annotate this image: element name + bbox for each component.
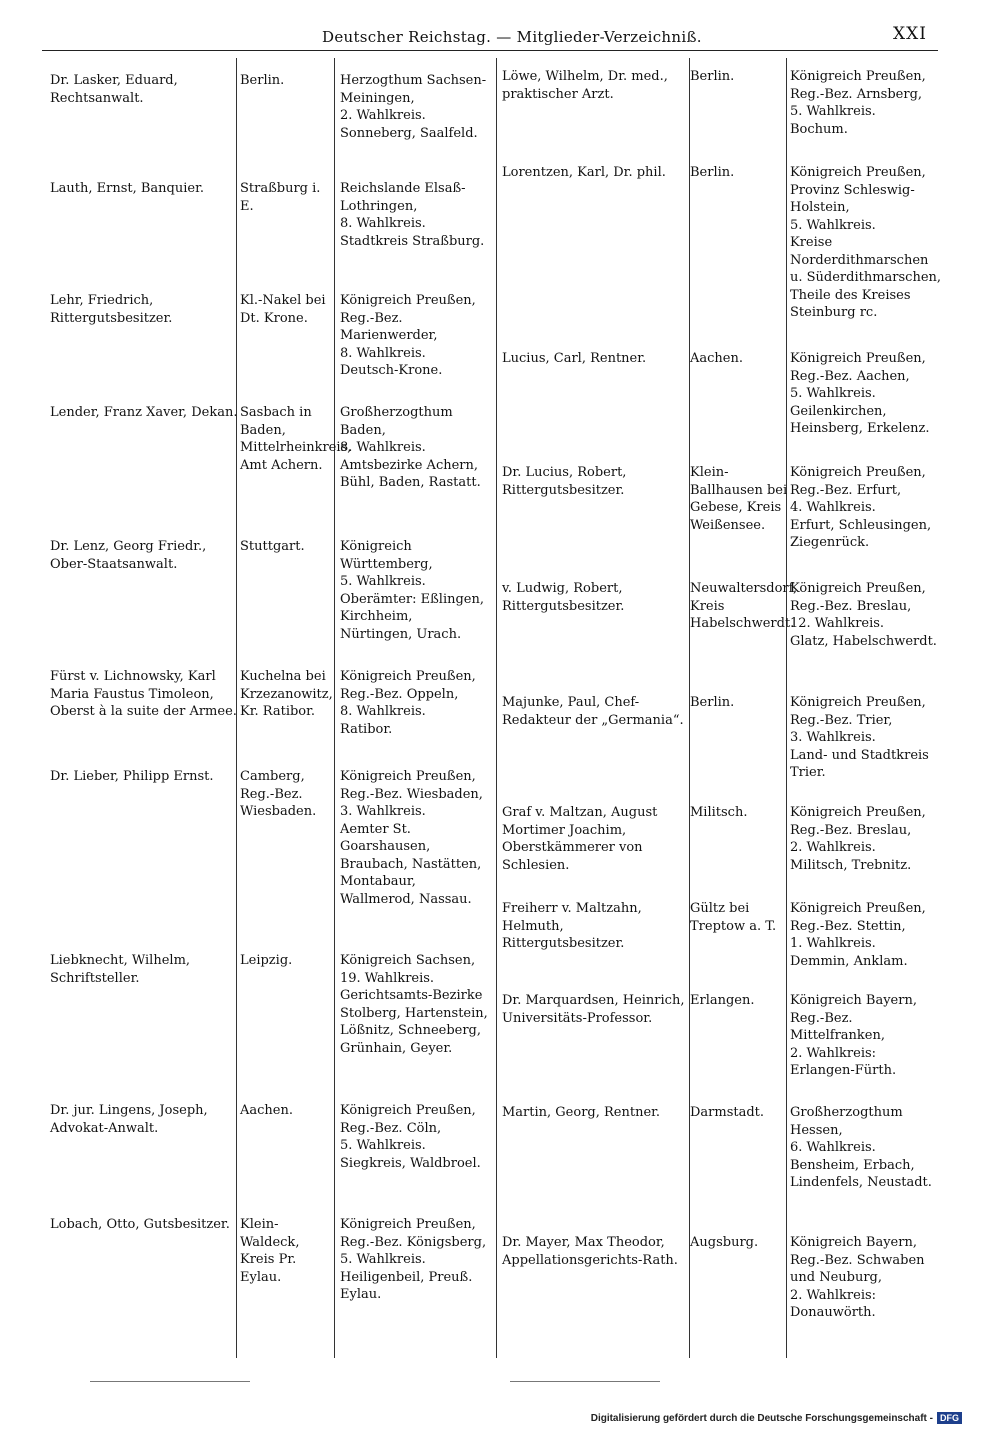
member-name: Lehr, Friedrich, Rittergutsbesitzer. — [50, 293, 173, 326]
member-constituency: Königreich Preußen, Provinz Schleswig-Holstein, 5. Wahlkreis. Kreise Norderdithmarschen u. Süderdithmarschen, Theile des Kreises Steinburg rc. — [790, 165, 942, 320]
member-constituency: Königreich Sachsen, 19. Wahlkreis. Gerichtsamts-Bezirke Stolberg, Hartenstein, Lößnitz, Schneeberg, Grünhain, Geyer. — [340, 953, 488, 1056]
member-column-right — [500, 62, 946, 1352]
member-constituency: Herzogthum Sachsen-Meiningen, 2. Wahlkreis. Sonneberg, Saalfeld. — [340, 73, 487, 141]
member-constituency: Königreich Württemberg, 5. Wahlkreis. Oberämter: Eßlingen, Kirchheim, Nürtingen, Urach. — [340, 539, 484, 642]
member-residence: Camberg, Reg.-Bez. Wiesbaden. — [240, 769, 317, 819]
member-residence: Gültz bei Treptow a. T. — [690, 901, 777, 934]
member-residence: Darmstadt. — [690, 1105, 765, 1120]
header-rule — [42, 50, 938, 51]
dfg-logo: DFG — [937, 1412, 962, 1424]
member-name: Dr. jur. Lingens, Joseph, Advokat-Anwalt. — [50, 1103, 208, 1136]
member-residence: Kuchelna bei Krzezanowitz, Kr. Ratibor. — [240, 669, 333, 719]
member-name: Freiherr v. Maltzahn, Helmuth, Rittergutsbesitzer. — [502, 901, 642, 951]
member-constituency: Königreich Preußen, Reg.-Bez. Wiesbaden, 3. Wahlkreis. Aemter St. Goarshausen, Braubach, Nastätten, Montabaur, Wallmerod, Nassau. — [340, 769, 483, 907]
member-residence: Berlin. — [240, 73, 285, 88]
member-constituency: Königreich Preußen, Reg.-Bez. Stettin, 1. Wahlkreis. Demmin, Anklam. — [790, 901, 926, 969]
member-name: Dr. Marquardsen, Heinrich, Universitäts-Professor. — [502, 993, 685, 1026]
member-residence: Kl.-Nakel bei Dt. Krone. — [240, 293, 326, 326]
member-constituency: Königreich Preußen, Reg.-Bez. Cöln, 5. Wahlkreis. Siegkreis, Waldbroel. — [340, 1103, 481, 1171]
member-column-left — [42, 62, 494, 1352]
member-name: Martin, Georg, Rentner. — [502, 1105, 661, 1120]
member-name: Liebknecht, Wilhelm, Schriftsteller. — [50, 953, 191, 986]
member-residence: Erlangen. — [690, 993, 755, 1008]
member-constituency: Königreich Bayern, Reg.-Bez. Schwaben und Neuburg, 2. Wahlkreis: Donauwörth. — [790, 1235, 925, 1320]
member-constituency: Königreich Preußen, Reg.-Bez. Marienwerder, 8. Wahlkreis. Deutsch-Krone. — [340, 293, 476, 378]
running-title: Deutscher Reichstag. — Mitglieder-Verzeichniß. — [322, 28, 702, 46]
member-name: Graf v. Maltzan, August Mortimer Joachim, Oberstkämmerer von Schlesien. — [502, 805, 658, 873]
member-constituency: Königreich Preußen, Reg.-Bez. Aachen, 5. Wahlkreis. Geilenkirchen, Heinsberg, Erkelenz. — [790, 351, 930, 436]
member-residence: Aachen. — [690, 351, 743, 366]
member-constituency: Großherzogthum Hessen, 6. Wahlkreis. Bensheim, Erbach, Lindenfels, Neustadt. — [790, 1105, 932, 1190]
member-constituency: Königreich Preußen, Reg.-Bez. Königsberg, 5. Wahlkreis. Heiligenbeil, Preuß. Eylau. — [340, 1217, 487, 1302]
member-name: Dr. Mayer, Max Theodor, Appellationsgerichts-Rath. — [502, 1235, 678, 1268]
member-name: Lucius, Carl, Rentner. — [502, 351, 647, 366]
credit-text: Digitalisierung gefördert durch die Deutsche Forschungsgemeinschaft - — [590, 1413, 933, 1424]
member-constituency: Königreich Preußen, Reg.-Bez. Arnsberg, 5. Wahlkreis. Bochum. — [790, 69, 926, 137]
page-header — [0, 22, 1000, 52]
member-name: Lauth, Ernst, Banquier. — [50, 181, 204, 196]
member-residence: Neuwaltersdorf, Kreis Habelschwerdt. — [690, 581, 798, 631]
member-residence: Berlin. — [690, 695, 735, 710]
digitization-credit — [591, 1412, 962, 1424]
member-residence: Berlin. — [690, 165, 735, 180]
member-name: Dr. Lenz, Georg Friedr., Ober-Staatsanwalt. — [50, 539, 207, 572]
page-number: XXI — [893, 24, 927, 44]
member-name: Lender, Franz Xaver, Dekan. — [50, 405, 238, 420]
member-residence: Klein-Waldeck, Kreis Pr. Eylau. — [240, 1217, 300, 1285]
center-divider — [496, 58, 497, 1358]
member-residence: Aachen. — [240, 1103, 293, 1118]
member-residence: Klein-Ballhausen bei Gebese, Kreis Weißensee. — [690, 465, 788, 533]
member-constituency: Königreich Preußen, Reg.-Bez. Breslau, 2. Wahlkreis. Militsch, Trebnitz. — [790, 805, 926, 873]
member-constituency: Reichslande Elsaß-Lothringen, 8. Wahlkreis. Stadtkreis Straßburg. — [340, 181, 485, 249]
member-name: Fürst v. Lichnowsky, Karl Maria Faustus Timoleon, Oberst à la suite der Armee. — [50, 669, 237, 719]
member-name: Dr. Lucius, Robert, Rittergutsbesitzer. — [502, 465, 627, 498]
member-name: Löwe, Wilhelm, Dr. med., praktischer Arzt. — [502, 69, 668, 102]
member-constituency: Königreich Bayern, Reg.-Bez. Mittelfranken, 2. Wahlkreis: Erlangen-Fürth. — [790, 993, 917, 1078]
member-constituency: Königreich Preußen, Reg.-Bez. Trier, 3. Wahlkreis. Land- und Stadtkreis Trier. — [790, 695, 929, 780]
member-constituency: Königreich Preußen, Reg.-Bez. Erfurt, 4. Wahlkreis. Erfurt, Schleusingen, Ziegenrück. — [790, 465, 932, 550]
member-name: v. Ludwig, Robert, Rittergutsbesitzer. — [502, 581, 625, 614]
member-residence: Sasbach in Baden, Mittelrheinkreis, Amt Achern. — [240, 405, 352, 473]
member-residence: Militsch. — [690, 805, 748, 820]
member-constituency: Königreich Preußen, Reg.-Bez. Oppeln, 8. Wahlkreis. Ratibor. — [340, 669, 476, 737]
member-residence: Berlin. — [690, 69, 735, 84]
footer-rule — [510, 1381, 660, 1382]
member-name: Lobach, Otto, Gutsbesitzer. — [50, 1217, 230, 1232]
member-constituency: Großherzogthum Baden, 8. Wahlkreis. Amtsbezirke Achern, Bühl, Baden, Rastatt. — [340, 405, 481, 490]
member-name: Dr. Lieber, Philipp Ernst. — [50, 769, 214, 784]
member-name: Dr. Lasker, Eduard, Rechtsanwalt. — [50, 73, 178, 106]
member-residence: Stuttgart. — [240, 539, 305, 554]
member-residence: Leipzig. — [240, 953, 293, 968]
member-residence: Straßburg i. E. — [240, 181, 321, 214]
member-name: Majunke, Paul, Chef-Redakteur der „Germania“. — [502, 695, 684, 728]
footer-rule — [90, 1381, 250, 1382]
member-constituency: Königreich Preußen, Reg.-Bez. Breslau, 12. Wahlkreis. Glatz, Habelschwerdt. — [790, 581, 937, 649]
member-name: Lorentzen, Karl, Dr. phil. — [502, 165, 666, 180]
member-residence: Augsburg. — [690, 1235, 759, 1250]
